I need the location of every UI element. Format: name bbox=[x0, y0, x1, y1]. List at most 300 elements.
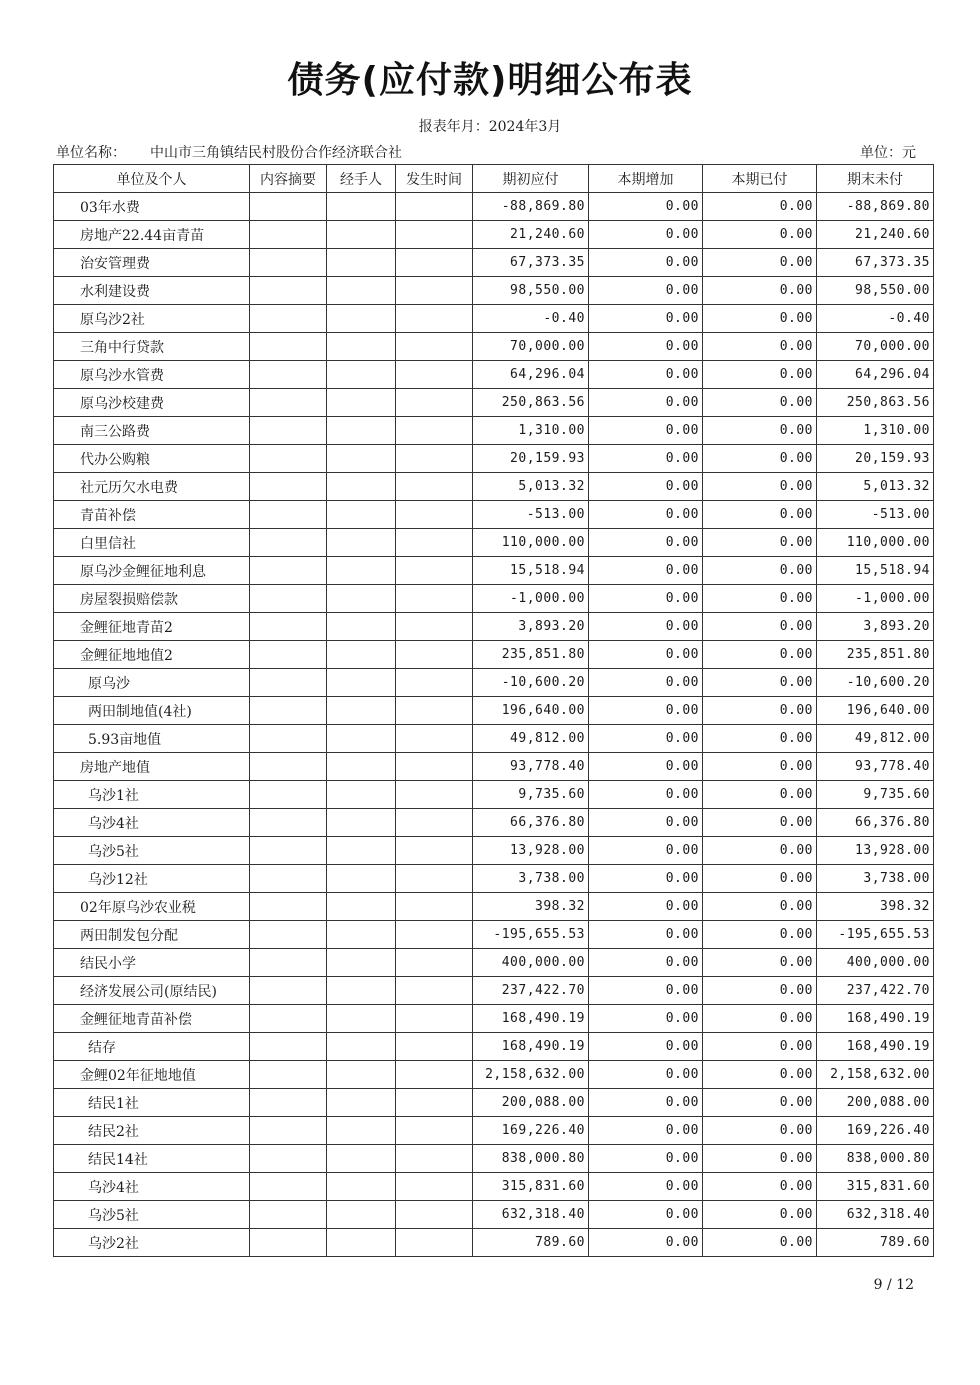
header-cell: 期末未付 bbox=[817, 165, 934, 193]
row-name-cell: 02年原乌沙农业税 bbox=[54, 893, 250, 921]
row-date-cell bbox=[396, 529, 473, 557]
row-opening-cell: 168,490.19 bbox=[473, 1005, 589, 1033]
row-summary-cell bbox=[250, 557, 327, 585]
table-row bbox=[54, 1201, 934, 1229]
row-paid-cell: 0.00 bbox=[703, 865, 817, 893]
row-increase-cell: 0.00 bbox=[589, 389, 703, 417]
row-paid-cell: 0.00 bbox=[703, 697, 817, 725]
row-handler-cell bbox=[327, 277, 396, 305]
row-summary-cell bbox=[250, 1201, 327, 1229]
ledger-table bbox=[53, 164, 934, 1257]
row-paid-cell: 0.00 bbox=[703, 277, 817, 305]
row-date-cell bbox=[396, 949, 473, 977]
row-paid-cell: 0.00 bbox=[703, 361, 817, 389]
row-opening-cell: 93,778.40 bbox=[473, 753, 589, 781]
row-paid-cell: 0.00 bbox=[703, 893, 817, 921]
row-name-cell: 乌沙1社 bbox=[54, 781, 250, 809]
row-date-cell bbox=[396, 277, 473, 305]
row-opening-cell: 9,735.60 bbox=[473, 781, 589, 809]
header-cell: 本期已付 bbox=[703, 165, 817, 193]
table-row bbox=[54, 389, 934, 417]
header-cell: 本期增加 bbox=[589, 165, 703, 193]
row-paid-cell: 0.00 bbox=[703, 641, 817, 669]
row-date-cell bbox=[396, 865, 473, 893]
row-name-cell: 三角中行贷款 bbox=[54, 333, 250, 361]
row-paid-cell: 0.00 bbox=[703, 1173, 817, 1201]
row-opening-cell: 168,490.19 bbox=[473, 1033, 589, 1061]
row-paid-cell: 0.00 bbox=[703, 1089, 817, 1117]
row-opening-cell: 5,013.32 bbox=[473, 473, 589, 501]
row-paid-cell: 0.00 bbox=[703, 585, 817, 613]
row-summary-cell bbox=[250, 305, 327, 333]
row-name-cell: 经济发展公司(原结民) bbox=[54, 977, 250, 1005]
row-paid-cell: 0.00 bbox=[703, 1145, 817, 1173]
row-increase-cell: 0.00 bbox=[589, 865, 703, 893]
row-handler-cell bbox=[327, 613, 396, 641]
row-summary-cell bbox=[250, 221, 327, 249]
row-opening-cell: 21,240.60 bbox=[473, 221, 589, 249]
row-closing-cell: 67,373.35 bbox=[817, 249, 934, 277]
row-opening-cell: 838,000.80 bbox=[473, 1145, 589, 1173]
row-date-cell bbox=[396, 641, 473, 669]
row-paid-cell: 0.00 bbox=[703, 501, 817, 529]
row-opening-cell: 315,831.60 bbox=[473, 1173, 589, 1201]
row-date-cell bbox=[396, 221, 473, 249]
row-handler-cell bbox=[327, 809, 396, 837]
row-opening-cell: 13,928.00 bbox=[473, 837, 589, 865]
row-date-cell bbox=[396, 473, 473, 501]
header-cell: 经手人 bbox=[327, 165, 396, 193]
row-name-cell: 金鲤征地地值2 bbox=[54, 641, 250, 669]
row-closing-cell: 315,831.60 bbox=[817, 1173, 934, 1201]
row-name-cell: 结民1社 bbox=[54, 1089, 250, 1117]
row-handler-cell bbox=[327, 473, 396, 501]
table-row bbox=[54, 473, 934, 501]
row-closing-cell: 66,376.80 bbox=[817, 809, 934, 837]
table-row bbox=[54, 837, 934, 865]
currency-unit: 单位：元 bbox=[860, 145, 916, 161]
row-opening-cell: -0.40 bbox=[473, 305, 589, 333]
row-summary-cell bbox=[250, 781, 327, 809]
row-summary-cell bbox=[250, 277, 327, 305]
row-name-cell: 乌沙5社 bbox=[54, 837, 250, 865]
row-name-cell: 结民2社 bbox=[54, 1117, 250, 1145]
page-indicator: 9 / 12 bbox=[873, 1277, 914, 1293]
row-handler-cell bbox=[327, 1117, 396, 1145]
row-closing-cell: 235,851.80 bbox=[817, 641, 934, 669]
row-date-cell bbox=[396, 1229, 473, 1257]
row-closing-cell: -1,000.00 bbox=[817, 585, 934, 613]
row-summary-cell bbox=[250, 193, 327, 221]
row-handler-cell bbox=[327, 221, 396, 249]
row-name-cell: 原乌沙水管费 bbox=[54, 361, 250, 389]
table-row bbox=[54, 697, 934, 725]
row-paid-cell: 0.00 bbox=[703, 389, 817, 417]
table-row bbox=[54, 501, 934, 529]
row-opening-cell: 98,550.00 bbox=[473, 277, 589, 305]
row-summary-cell bbox=[250, 1173, 327, 1201]
row-opening-cell: 2,158,632.00 bbox=[473, 1061, 589, 1089]
row-name-cell: 治安管理费 bbox=[54, 249, 250, 277]
row-date-cell bbox=[396, 837, 473, 865]
row-closing-cell: 64,296.04 bbox=[817, 361, 934, 389]
row-summary-cell bbox=[250, 1117, 327, 1145]
row-closing-cell: -195,655.53 bbox=[817, 921, 934, 949]
row-date-cell bbox=[396, 781, 473, 809]
row-date-cell bbox=[396, 669, 473, 697]
row-name-cell: 乌沙5社 bbox=[54, 1201, 250, 1229]
row-increase-cell: 0.00 bbox=[589, 333, 703, 361]
row-summary-cell bbox=[250, 529, 327, 557]
row-increase-cell: 0.00 bbox=[589, 417, 703, 445]
row-summary-cell bbox=[250, 585, 327, 613]
table-row bbox=[54, 585, 934, 613]
table-row bbox=[54, 193, 934, 221]
table-row bbox=[54, 305, 934, 333]
row-opening-cell: -513.00 bbox=[473, 501, 589, 529]
table-row bbox=[54, 1089, 934, 1117]
row-paid-cell: 0.00 bbox=[703, 445, 817, 473]
row-increase-cell: 0.00 bbox=[589, 473, 703, 501]
row-handler-cell bbox=[327, 641, 396, 669]
row-increase-cell: 0.00 bbox=[589, 1005, 703, 1033]
row-handler-cell bbox=[327, 837, 396, 865]
table-row bbox=[54, 809, 934, 837]
header-cell: 内容摘要 bbox=[250, 165, 327, 193]
row-paid-cell: 0.00 bbox=[703, 557, 817, 585]
row-opening-cell: -1,000.00 bbox=[473, 585, 589, 613]
row-summary-cell bbox=[250, 697, 327, 725]
table-row bbox=[54, 361, 934, 389]
row-paid-cell: 0.00 bbox=[703, 193, 817, 221]
row-name-cell: 房地产地值 bbox=[54, 753, 250, 781]
row-date-cell bbox=[396, 753, 473, 781]
row-opening-cell: 15,518.94 bbox=[473, 557, 589, 585]
row-name-cell: 青苗补偿 bbox=[54, 501, 250, 529]
table-row bbox=[54, 613, 934, 641]
row-paid-cell: 0.00 bbox=[703, 333, 817, 361]
row-date-cell bbox=[396, 249, 473, 277]
table-row bbox=[54, 753, 934, 781]
row-paid-cell: 0.00 bbox=[703, 1061, 817, 1089]
row-handler-cell bbox=[327, 529, 396, 557]
row-name-cell: 社元历欠水电费 bbox=[54, 473, 250, 501]
row-name-cell: 原乌沙校建费 bbox=[54, 389, 250, 417]
table-row bbox=[54, 1229, 934, 1257]
row-summary-cell bbox=[250, 893, 327, 921]
row-increase-cell: 0.00 bbox=[589, 529, 703, 557]
row-date-cell bbox=[396, 1089, 473, 1117]
row-paid-cell: 0.00 bbox=[703, 949, 817, 977]
row-handler-cell bbox=[327, 1201, 396, 1229]
row-name-cell: 乌沙2社 bbox=[54, 1229, 250, 1257]
row-increase-cell: 0.00 bbox=[589, 277, 703, 305]
row-increase-cell: 0.00 bbox=[589, 809, 703, 837]
row-increase-cell: 0.00 bbox=[589, 1173, 703, 1201]
row-name-cell: 南三公路费 bbox=[54, 417, 250, 445]
row-increase-cell: 0.00 bbox=[589, 893, 703, 921]
row-handler-cell bbox=[327, 865, 396, 893]
row-date-cell bbox=[396, 389, 473, 417]
row-date-cell bbox=[396, 921, 473, 949]
row-name-cell: 结民小学 bbox=[54, 949, 250, 977]
row-summary-cell bbox=[250, 753, 327, 781]
row-date-cell bbox=[396, 1117, 473, 1145]
row-date-cell bbox=[396, 697, 473, 725]
row-closing-cell: 5,013.32 bbox=[817, 473, 934, 501]
unit-name-value: 中山市三角镇结民村股份合作经济联合社 bbox=[150, 145, 402, 161]
row-name-cell: 金鲤02年征地地值 bbox=[54, 1061, 250, 1089]
row-summary-cell bbox=[250, 669, 327, 697]
row-closing-cell: 2,158,632.00 bbox=[817, 1061, 934, 1089]
row-paid-cell: 0.00 bbox=[703, 529, 817, 557]
row-increase-cell: 0.00 bbox=[589, 193, 703, 221]
row-paid-cell: 0.00 bbox=[703, 781, 817, 809]
row-date-cell bbox=[396, 417, 473, 445]
row-summary-cell bbox=[250, 809, 327, 837]
row-paid-cell: 0.00 bbox=[703, 1117, 817, 1145]
row-name-cell: 原乌沙2社 bbox=[54, 305, 250, 333]
row-closing-cell: 250,863.56 bbox=[817, 389, 934, 417]
row-date-cell bbox=[396, 1033, 473, 1061]
row-summary-cell bbox=[250, 613, 327, 641]
table-row bbox=[54, 417, 934, 445]
row-increase-cell: 0.00 bbox=[589, 1117, 703, 1145]
row-closing-cell: 632,318.40 bbox=[817, 1201, 934, 1229]
row-paid-cell: 0.00 bbox=[703, 753, 817, 781]
row-date-cell bbox=[396, 613, 473, 641]
row-closing-cell: 9,735.60 bbox=[817, 781, 934, 809]
row-closing-cell: 168,490.19 bbox=[817, 1033, 934, 1061]
table-row bbox=[54, 1173, 934, 1201]
row-date-cell bbox=[396, 1201, 473, 1229]
row-opening-cell: 400,000.00 bbox=[473, 949, 589, 977]
table-row bbox=[54, 277, 934, 305]
row-paid-cell: 0.00 bbox=[703, 725, 817, 753]
row-name-cell: 原乌沙 bbox=[54, 669, 250, 697]
row-increase-cell: 0.00 bbox=[589, 613, 703, 641]
table-row bbox=[54, 977, 934, 1005]
row-increase-cell: 0.00 bbox=[589, 977, 703, 1005]
table-row bbox=[54, 529, 934, 557]
table-row bbox=[54, 1005, 934, 1033]
row-increase-cell: 0.00 bbox=[589, 669, 703, 697]
row-opening-cell: 64,296.04 bbox=[473, 361, 589, 389]
row-opening-cell: 789.60 bbox=[473, 1229, 589, 1257]
row-summary-cell bbox=[250, 1033, 327, 1061]
row-handler-cell bbox=[327, 305, 396, 333]
row-summary-cell bbox=[250, 501, 327, 529]
row-paid-cell: 0.00 bbox=[703, 669, 817, 697]
row-closing-cell: 21,240.60 bbox=[817, 221, 934, 249]
row-opening-cell: -10,600.20 bbox=[473, 669, 589, 697]
row-name-cell: 白里信社 bbox=[54, 529, 250, 557]
row-summary-cell bbox=[250, 725, 327, 753]
row-paid-cell: 0.00 bbox=[703, 1033, 817, 1061]
row-closing-cell: 13,928.00 bbox=[817, 837, 934, 865]
row-closing-cell: 93,778.40 bbox=[817, 753, 934, 781]
row-paid-cell: 0.00 bbox=[703, 1229, 817, 1257]
row-name-cell: 两田制地值(4社) bbox=[54, 697, 250, 725]
table-row bbox=[54, 249, 934, 277]
row-date-cell bbox=[396, 1061, 473, 1089]
row-summary-cell bbox=[250, 921, 327, 949]
row-summary-cell bbox=[250, 333, 327, 361]
table-row bbox=[54, 641, 934, 669]
row-handler-cell bbox=[327, 1061, 396, 1089]
row-handler-cell bbox=[327, 1089, 396, 1117]
row-date-cell bbox=[396, 193, 473, 221]
row-opening-cell: 169,226.40 bbox=[473, 1117, 589, 1145]
row-increase-cell: 0.00 bbox=[589, 305, 703, 333]
header-cell: 期初应付 bbox=[473, 165, 589, 193]
row-closing-cell: 3,738.00 bbox=[817, 865, 934, 893]
row-closing-cell: -88,869.80 bbox=[817, 193, 934, 221]
report-date: 报表年月：2024年3月 bbox=[418, 119, 562, 135]
row-opening-cell: 3,893.20 bbox=[473, 613, 589, 641]
row-closing-cell: 789.60 bbox=[817, 1229, 934, 1257]
row-date-cell bbox=[396, 501, 473, 529]
row-date-cell bbox=[396, 585, 473, 613]
row-handler-cell bbox=[327, 389, 396, 417]
row-paid-cell: 0.00 bbox=[703, 837, 817, 865]
row-handler-cell bbox=[327, 249, 396, 277]
row-summary-cell bbox=[250, 361, 327, 389]
row-handler-cell bbox=[327, 781, 396, 809]
table-row bbox=[54, 725, 934, 753]
row-increase-cell: 0.00 bbox=[589, 837, 703, 865]
table-row bbox=[54, 557, 934, 585]
row-date-cell bbox=[396, 333, 473, 361]
row-name-cell: 金鲤征地青苗补偿 bbox=[54, 1005, 250, 1033]
row-closing-cell: 169,226.40 bbox=[817, 1117, 934, 1145]
row-handler-cell bbox=[327, 1173, 396, 1201]
row-name-cell: 代办公购粮 bbox=[54, 445, 250, 473]
row-name-cell: 乌沙4社 bbox=[54, 1173, 250, 1201]
row-handler-cell bbox=[327, 333, 396, 361]
row-increase-cell: 0.00 bbox=[589, 557, 703, 585]
row-opening-cell: 49,812.00 bbox=[473, 725, 589, 753]
row-date-cell bbox=[396, 445, 473, 473]
row-closing-cell: 200,088.00 bbox=[817, 1089, 934, 1117]
row-closing-cell: -10,600.20 bbox=[817, 669, 934, 697]
row-handler-cell bbox=[327, 753, 396, 781]
row-paid-cell: 0.00 bbox=[703, 613, 817, 641]
table-row bbox=[54, 1145, 934, 1173]
row-increase-cell: 0.00 bbox=[589, 445, 703, 473]
row-closing-cell: -0.40 bbox=[817, 305, 934, 333]
row-name-cell: 金鲤征地青苗2 bbox=[54, 613, 250, 641]
row-handler-cell bbox=[327, 949, 396, 977]
row-opening-cell: 67,373.35 bbox=[473, 249, 589, 277]
row-summary-cell bbox=[250, 1229, 327, 1257]
row-opening-cell: 110,000.00 bbox=[473, 529, 589, 557]
row-opening-cell: 200,088.00 bbox=[473, 1089, 589, 1117]
row-increase-cell: 0.00 bbox=[589, 1201, 703, 1229]
row-closing-cell: 398.32 bbox=[817, 893, 934, 921]
table-row bbox=[54, 949, 934, 977]
row-closing-cell: 1,310.00 bbox=[817, 417, 934, 445]
row-name-cell: 原乌沙金鲤征地利息 bbox=[54, 557, 250, 585]
ledger-body bbox=[54, 193, 934, 1257]
row-handler-cell bbox=[327, 1229, 396, 1257]
row-handler-cell bbox=[327, 1005, 396, 1033]
row-handler-cell bbox=[327, 893, 396, 921]
row-date-cell bbox=[396, 305, 473, 333]
row-handler-cell bbox=[327, 557, 396, 585]
row-summary-cell bbox=[250, 473, 327, 501]
row-handler-cell bbox=[327, 1145, 396, 1173]
row-summary-cell bbox=[250, 1145, 327, 1173]
header-cell: 单位及个人 bbox=[54, 165, 250, 193]
row-summary-cell bbox=[250, 249, 327, 277]
row-paid-cell: 0.00 bbox=[703, 921, 817, 949]
row-date-cell bbox=[396, 1145, 473, 1173]
row-increase-cell: 0.00 bbox=[589, 1061, 703, 1089]
row-increase-cell: 0.00 bbox=[589, 921, 703, 949]
row-date-cell bbox=[396, 361, 473, 389]
row-handler-cell bbox=[327, 697, 396, 725]
row-handler-cell bbox=[327, 669, 396, 697]
row-handler-cell bbox=[327, 501, 396, 529]
table-row bbox=[54, 921, 934, 949]
row-handler-cell bbox=[327, 585, 396, 613]
row-increase-cell: 0.00 bbox=[589, 249, 703, 277]
page-title: 债务(应付款)明细公布表 bbox=[287, 60, 693, 101]
row-closing-cell: 49,812.00 bbox=[817, 725, 934, 753]
row-summary-cell bbox=[250, 1005, 327, 1033]
row-handler-cell bbox=[327, 1033, 396, 1061]
row-opening-cell: 70,000.00 bbox=[473, 333, 589, 361]
row-name-cell: 乌沙12社 bbox=[54, 865, 250, 893]
row-closing-cell: 400,000.00 bbox=[817, 949, 934, 977]
row-closing-cell: 110,000.00 bbox=[817, 529, 934, 557]
row-paid-cell: 0.00 bbox=[703, 305, 817, 333]
row-opening-cell: 20,159.93 bbox=[473, 445, 589, 473]
row-paid-cell: 0.00 bbox=[703, 1201, 817, 1229]
table-row bbox=[54, 1061, 934, 1089]
row-summary-cell bbox=[250, 837, 327, 865]
header-cell: 发生时间 bbox=[396, 165, 473, 193]
row-closing-cell: -513.00 bbox=[817, 501, 934, 529]
row-name-cell: 03年水费 bbox=[54, 193, 250, 221]
row-increase-cell: 0.00 bbox=[589, 1145, 703, 1173]
row-summary-cell bbox=[250, 417, 327, 445]
row-increase-cell: 0.00 bbox=[589, 1229, 703, 1257]
row-paid-cell: 0.00 bbox=[703, 417, 817, 445]
table-row bbox=[54, 445, 934, 473]
row-summary-cell bbox=[250, 977, 327, 1005]
row-increase-cell: 0.00 bbox=[589, 1089, 703, 1117]
row-date-cell bbox=[396, 557, 473, 585]
row-increase-cell: 0.00 bbox=[589, 725, 703, 753]
row-handler-cell bbox=[327, 921, 396, 949]
row-closing-cell: 15,518.94 bbox=[817, 557, 934, 585]
row-name-cell: 乌沙4社 bbox=[54, 809, 250, 837]
row-closing-cell: 70,000.00 bbox=[817, 333, 934, 361]
row-increase-cell: 0.00 bbox=[589, 949, 703, 977]
row-opening-cell: 3,738.00 bbox=[473, 865, 589, 893]
table-row bbox=[54, 781, 934, 809]
row-closing-cell: 98,550.00 bbox=[817, 277, 934, 305]
table-row bbox=[54, 865, 934, 893]
row-increase-cell: 0.00 bbox=[589, 361, 703, 389]
row-paid-cell: 0.00 bbox=[703, 249, 817, 277]
row-name-cell: 5.93亩地值 bbox=[54, 725, 250, 753]
row-opening-cell: 66,376.80 bbox=[473, 809, 589, 837]
row-date-cell bbox=[396, 977, 473, 1005]
row-closing-cell: 20,159.93 bbox=[817, 445, 934, 473]
